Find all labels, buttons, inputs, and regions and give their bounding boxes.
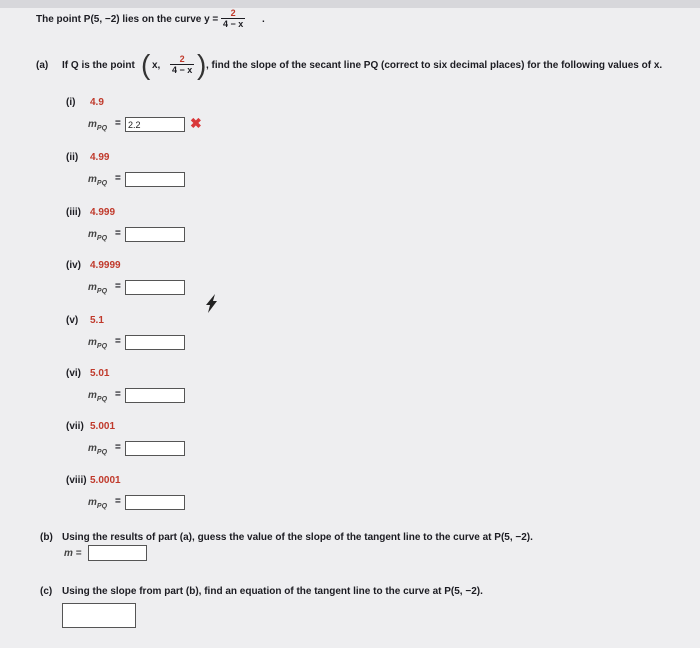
- m-subscript: PQ: [96, 180, 108, 187]
- item-label: (vii): [66, 421, 84, 432]
- m-pq-label: [88, 229, 107, 242]
- part-b-m-label: m =: [64, 548, 82, 559]
- part-c-text: Using the slope from part (b), find an equation of the tangent line to the curve at P(5, −2).: [62, 586, 483, 597]
- m-pq-label: [88, 119, 107, 132]
- slope-input[interactable]: [125, 172, 185, 187]
- slope-input[interactable]: [125, 441, 185, 456]
- item-label: (iv): [66, 260, 81, 271]
- equals-sign: =: [115, 389, 121, 400]
- slope-input[interactable]: [125, 335, 185, 350]
- slope-input[interactable]: [125, 388, 185, 403]
- m-pq-label: [88, 337, 107, 350]
- top-strip: [0, 0, 700, 8]
- equals-sign: =: [115, 336, 121, 347]
- header-fraction-denominator: 4 − x: [223, 19, 244, 29]
- slope-input[interactable]: [125, 495, 185, 510]
- part-a-text-after: , find the slope of the secant line PQ (correct to six decimal places) for the following values of x.: [206, 60, 663, 71]
- m-pq-label: [88, 390, 107, 403]
- header-intro: The point P(5, −2) lies on the curve y =: [36, 14, 219, 25]
- item-label: (ii): [66, 152, 79, 163]
- m-subscript: PQ: [96, 343, 108, 350]
- open-paren: (: [141, 49, 151, 80]
- m-symbol: m: [88, 282, 97, 293]
- m-symbol: m: [88, 229, 97, 240]
- mouse-cursor-icon: [203, 293, 219, 315]
- m-subscript: PQ: [96, 396, 108, 403]
- m-subscript: PQ: [96, 503, 108, 510]
- header-fraction: [221, 8, 245, 29]
- item-x-value: 5.1: [90, 315, 104, 326]
- part-a-text-before: If Q is the point: [62, 60, 135, 71]
- slope-input[interactable]: [125, 227, 185, 242]
- m-pq-label: [88, 174, 107, 187]
- part-c-equation-input[interactable]: [62, 603, 136, 628]
- part-b-slope-input[interactable]: [88, 545, 147, 561]
- part-c-label: (c): [40, 586, 53, 597]
- part-a-fraction-denominator: 4 − x: [172, 65, 193, 75]
- equals-sign: =: [115, 442, 121, 453]
- part-a-fraction-numerator: 2: [170, 54, 194, 65]
- part-b-text: Using the results of part (a), guess the value of the slope of the tangent line to the curve at P(5, −2).: [62, 532, 533, 543]
- m-pq-label: [88, 282, 107, 295]
- m-subscript: PQ: [96, 288, 108, 295]
- slope-input[interactable]: [125, 117, 185, 132]
- point-x: x,: [152, 60, 161, 71]
- m-symbol: m: [88, 337, 97, 348]
- item-x-value: 4.999: [90, 207, 116, 218]
- m-symbol: m: [88, 443, 97, 454]
- equals-sign: =: [115, 281, 121, 292]
- equals-sign: =: [115, 118, 121, 129]
- equals-sign: =: [115, 173, 121, 184]
- item-label: (iii): [66, 207, 81, 218]
- slope-input[interactable]: [125, 280, 185, 295]
- item-x-value: 4.99: [90, 152, 110, 163]
- item-label: (vi): [66, 368, 81, 379]
- part-a-label: (a): [36, 60, 49, 71]
- m-subscript: PQ: [96, 449, 108, 456]
- m-symbol: m: [88, 174, 97, 185]
- item-label: (v): [66, 315, 79, 326]
- close-paren: ): [197, 49, 207, 80]
- equals-sign: =: [115, 228, 121, 239]
- m-pq-label: [88, 497, 107, 510]
- item-x-value: 5.01: [90, 368, 110, 379]
- item-x-value: 4.9999: [90, 260, 121, 271]
- m-pq-label: [88, 443, 107, 456]
- equals-sign: =: [115, 496, 121, 507]
- part-a-fraction: [170, 54, 194, 75]
- item-label: (i): [66, 97, 76, 108]
- m-subscript: PQ: [96, 125, 108, 132]
- item-x-value: 5.0001: [90, 475, 121, 486]
- header-fraction-numerator: 2: [221, 8, 245, 19]
- item-x-value: 5.001: [90, 421, 116, 432]
- m-symbol: m: [88, 390, 97, 401]
- m-symbol: m: [88, 119, 97, 130]
- item-x-value: 4.9: [90, 97, 104, 108]
- m-subscript: PQ: [96, 235, 108, 242]
- part-b-label: (b): [40, 532, 53, 543]
- header-period: .: [262, 14, 265, 25]
- item-label: (viii): [66, 475, 87, 486]
- wrong-answer-icon: ✖: [190, 115, 202, 131]
- m-symbol: m: [88, 497, 97, 508]
